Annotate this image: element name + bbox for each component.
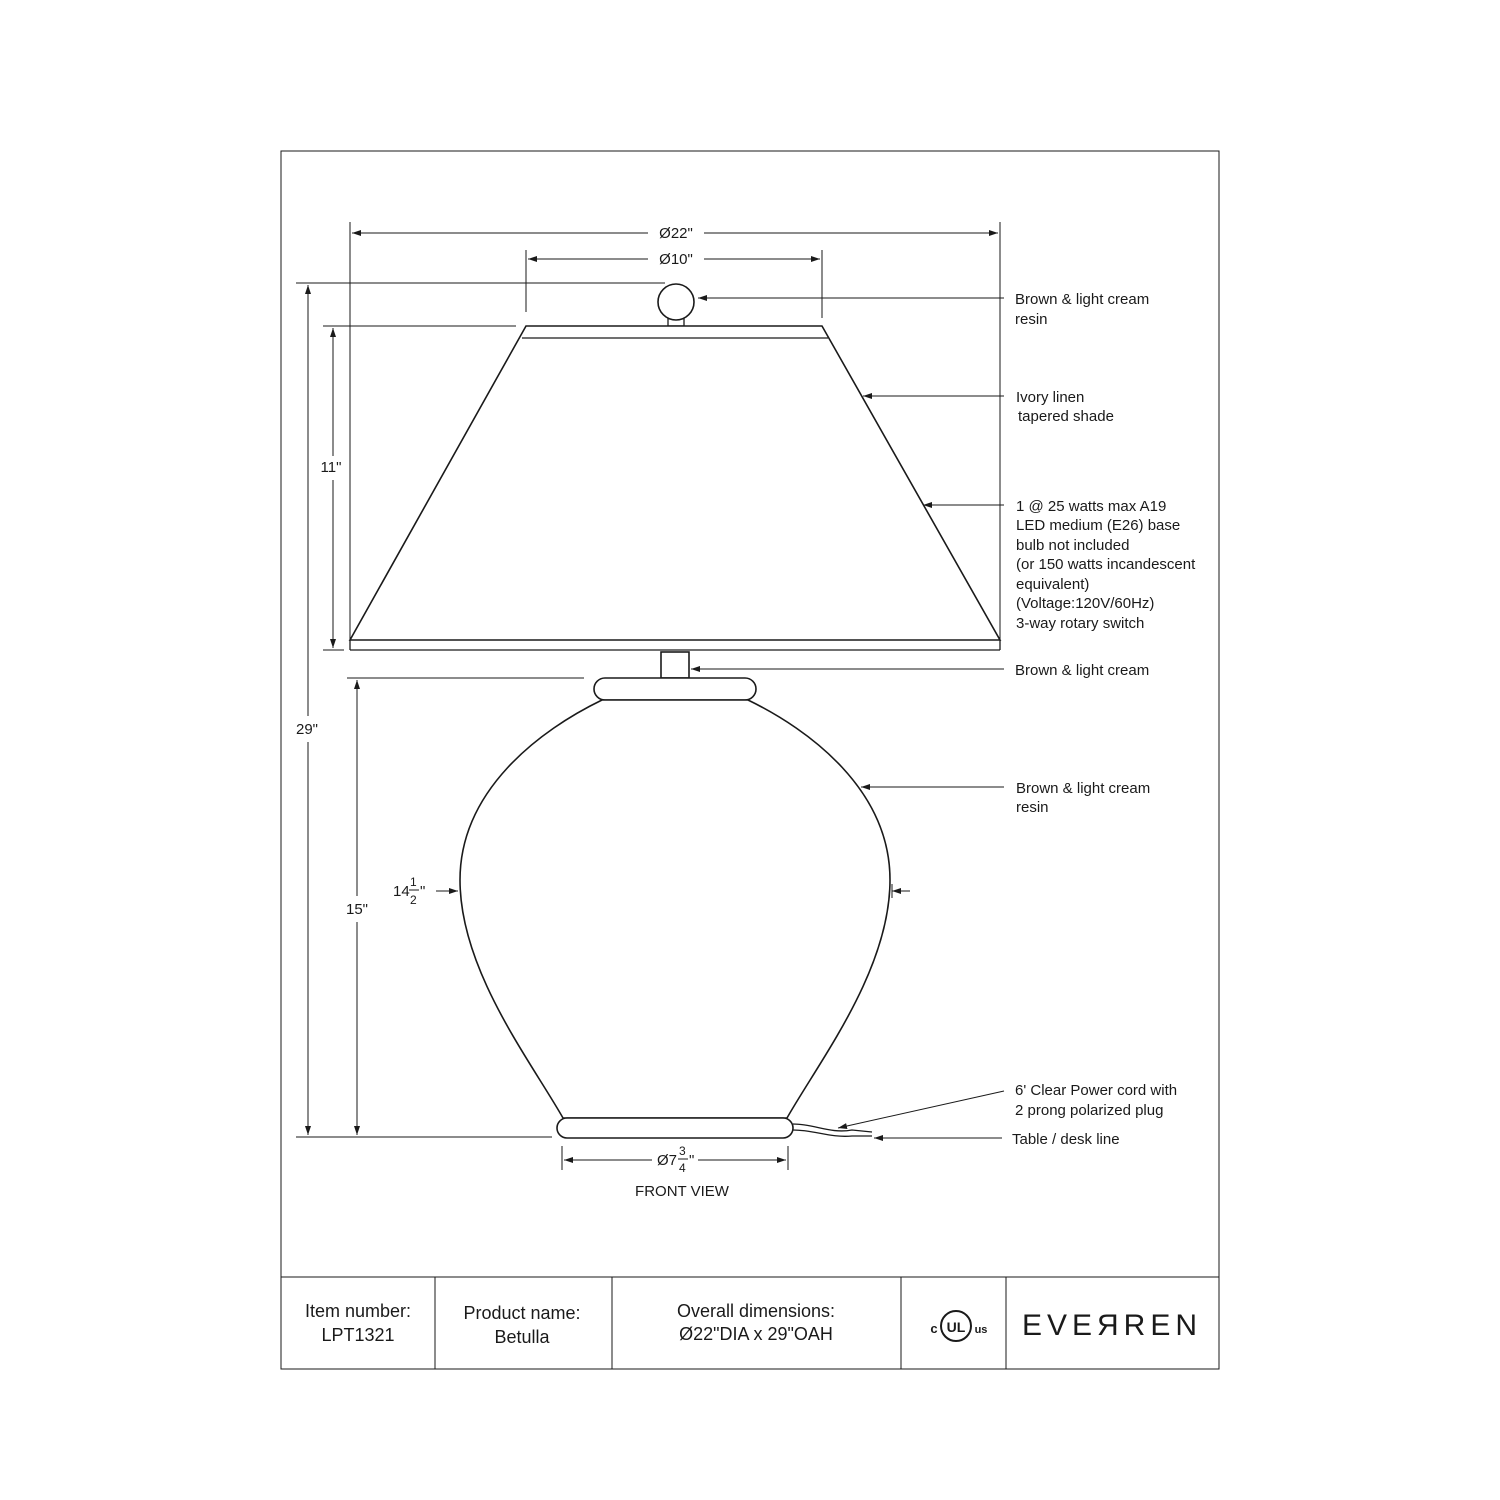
lampshade	[350, 326, 1000, 640]
dim-foot-dia-den: 4	[679, 1161, 686, 1175]
lamp-drawing	[350, 284, 1000, 1138]
dim-shade-bottom-dia: Ø22"	[659, 225, 693, 242]
dim-body-width-whole: 14	[393, 883, 410, 900]
ul-certification-icon	[930, 1311, 987, 1341]
lamp-foot	[557, 1118, 793, 1138]
lamp-neck	[661, 652, 689, 678]
lamp-body	[460, 700, 890, 1118]
dim-body-width-den: 2	[410, 893, 417, 907]
overall-dimensions-label: Overall dimensions:	[676, 1301, 836, 1321]
dim-foot-dia-whole: Ø7	[657, 1152, 678, 1169]
item-number-value: LPT1321	[321, 1325, 395, 1345]
dim-overall-height: 29"	[295, 721, 319, 738]
dim-shade-height: 11"	[320, 459, 342, 476]
svg-text:c: c	[930, 1321, 938, 1336]
callout-bulb-4: (or 150 watts incandescent	[1016, 556, 1196, 573]
callout-bulb-3: bulb not included	[1016, 537, 1130, 554]
callout-body-1: Brown & light cream	[1016, 780, 1151, 797]
svg-text:us: us	[974, 1324, 988, 1336]
callout-bulb-1: 1 @ 25 watts max A19	[1016, 498, 1167, 515]
callout-finial-2: resin	[1015, 311, 1048, 328]
callout-bulb-7: 3-way rotary switch	[1016, 615, 1145, 632]
callout-cord-2: 2 prong polarized plug	[1015, 1102, 1164, 1119]
brand-logo: EVEЯREN	[1021, 1309, 1203, 1342]
callout-bulb-2: LED medium (E26) base	[1016, 517, 1181, 534]
product-name-value: Betulla	[494, 1327, 550, 1347]
title-block	[281, 1277, 1219, 1369]
callout-shade-1: Ivory linen	[1016, 389, 1085, 406]
callout-cord-1: 6' Clear Power cord with	[1015, 1082, 1178, 1099]
callout-bulb-5: equivalent)	[1016, 576, 1090, 593]
item-number-label: Item number:	[304, 1301, 412, 1321]
callout-table-1: Table / desk line	[1012, 1131, 1120, 1148]
callout-finial-1: Brown & light cream	[1015, 291, 1150, 308]
dim-body-width-unit: "	[420, 883, 426, 900]
overall-dimensions-value: Ø22"DIA x 29"OAH	[679, 1324, 833, 1344]
finial-ball	[658, 284, 694, 320]
callout-shade-2: tapered shade	[1018, 408, 1114, 425]
svg-text:UL: UL	[946, 1319, 966, 1335]
view-label: FRONT VIEW	[635, 1183, 729, 1200]
dim-shade-top-dia: Ø10"	[659, 251, 693, 268]
callout-bulb-6: (Voltage:120V/60Hz)	[1016, 595, 1155, 612]
product-name-label: Product name:	[463, 1303, 581, 1323]
callout-body-2: resin	[1016, 799, 1049, 816]
callout-neck-1: Brown & light cream	[1015, 662, 1150, 679]
lamp-collar	[594, 678, 756, 700]
dim-body-width-num: 1	[410, 875, 417, 889]
dim-foot-dia-unit: "	[689, 1152, 695, 1169]
dim-foot-dia-num: 3	[679, 1144, 686, 1158]
dim-base-height: 15"	[345, 901, 369, 918]
